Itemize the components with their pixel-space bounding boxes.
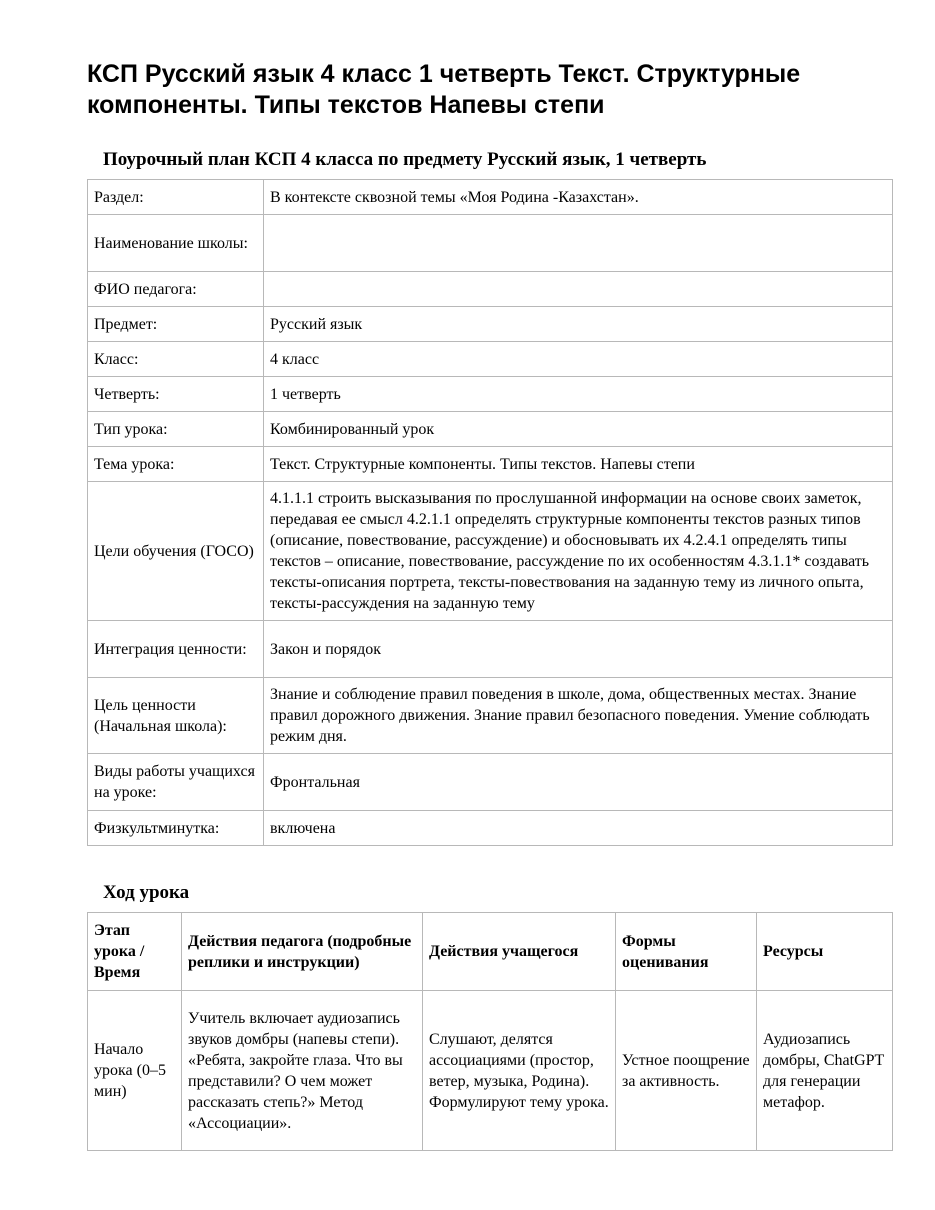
column-header: Формы оценивания — [616, 913, 757, 991]
info-row-quarter — [88, 377, 893, 412]
column-header: Этап урока / Время — [88, 913, 182, 991]
info-value: Русский язык — [264, 307, 893, 342]
info-row-teacher — [88, 272, 893, 307]
info-value: Знание и соблюдение правил поведения в школе, дома, общественных местах. Знание правил дорожного движения. Знание правил безопасного поведения. Умение соблюдать режим дня. — [264, 678, 893, 754]
lesson-info-table — [87, 179, 893, 846]
table-cell: Устное поощрение за активность. — [616, 991, 757, 1151]
info-label: Предмет: — [88, 307, 264, 342]
info-label: Класс: — [88, 342, 264, 377]
info-row-subject — [88, 307, 893, 342]
info-value — [264, 272, 893, 307]
info-label: Физкультминутка: — [88, 811, 264, 846]
info-row-value-integration — [88, 621, 893, 678]
info-value: Закон и порядок — [264, 621, 893, 678]
plan-heading: Поурочный план КСП 4 класса по предмету Русский язык, 1 четверть — [103, 149, 707, 170]
info-label: ФИО педагога: — [88, 272, 264, 307]
info-row-physical-break — [88, 811, 893, 846]
info-label: Цели обучения (ГОСО) — [88, 482, 264, 621]
table-cell: Учитель включает аудиозапись звуков домбры (напевы степи). «Ребята, закройте глаза. Что вы представили? О чем может рассказать степь?» Метод «Ассоциации». — [182, 991, 423, 1151]
info-label: Виды работы учащихся на уроке: — [88, 754, 264, 811]
info-value: Фронтальная — [264, 754, 893, 811]
info-value: В контексте сквозной темы «Моя Родина -Казахстан». — [264, 180, 893, 215]
info-value: 4.1.1.1 строить высказывания по прослушанной информации на основе своих заметок, передавая ее смысл 4.2.1.1 определять структурные компоненты текстов разных типов (описание, повествование, рассуждение) и обосновывать их 4.2.4.1 определять типы текстов – описание, повествование, рассуждение по их особенностям 4.3.1.1* создавать тексты-описания портрета, тексты-повествования на заданную тему из личного опыта, тексты-рассуждения на заданную тему — [264, 482, 893, 621]
info-label: Наименование школы: — [88, 215, 264, 272]
table-cell: Аудиозапись домбры, ChatGPT для генерации метафор. — [757, 991, 893, 1151]
column-header: Действия учащегося — [423, 913, 616, 991]
info-value: 1 четверть — [264, 377, 893, 412]
info-label: Тема урока: — [88, 447, 264, 482]
info-value — [264, 215, 893, 272]
info-row-grade — [88, 342, 893, 377]
info-value: включена — [264, 811, 893, 846]
info-row-work-types — [88, 754, 893, 811]
info-row-objectives — [88, 482, 893, 621]
info-value: 4 класс — [264, 342, 893, 377]
info-value: Комбинированный урок — [264, 412, 893, 447]
lesson-course-table — [87, 912, 893, 1151]
course-heading: Ход урока — [103, 882, 190, 903]
info-row-section — [88, 180, 893, 215]
info-label: Четверть: — [88, 377, 264, 412]
info-row-topic — [88, 447, 893, 482]
info-row-lesson-type — [88, 412, 893, 447]
info-label: Интеграция ценности: — [88, 621, 264, 678]
info-label: Раздел: — [88, 180, 264, 215]
table-row — [88, 991, 893, 1151]
info-row-school — [88, 215, 893, 272]
table-header-row — [88, 913, 893, 991]
info-row-value-goal — [88, 678, 893, 754]
info-label: Цель ценности (Начальная школа): — [88, 678, 264, 754]
column-header: Действия педагога (подробные реплики и инструкции) — [182, 913, 423, 991]
document-title: КСП Русский язык 4 класс 1 четверть Текст. Структурные компоненты. Типы текстов Напевы степи — [87, 60, 801, 119]
column-header: Ресурсы — [757, 913, 893, 991]
info-label: Тип урока: — [88, 412, 264, 447]
table-cell: Начало урока (0–5 мин) — [88, 991, 182, 1151]
info-value: Текст. Структурные компоненты. Типы текстов. Напевы степи — [264, 447, 893, 482]
table-cell: Слушают, делятся ассоциациями (простор, ветер, музыка, Родина). Формулируют тему урока. — [423, 991, 616, 1151]
